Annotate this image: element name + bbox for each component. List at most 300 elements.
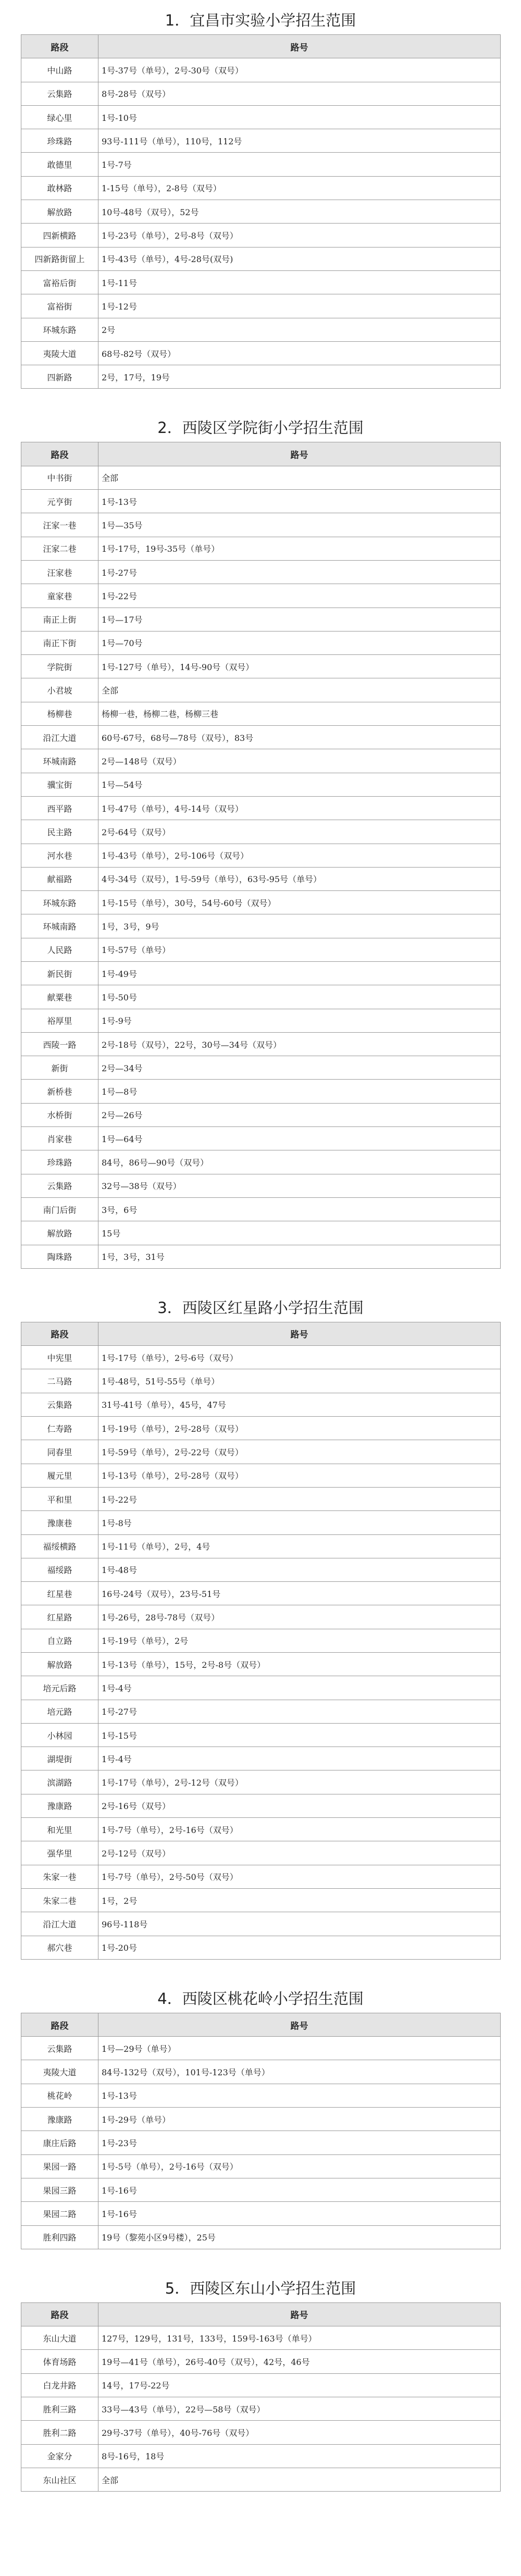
road-cell: 仁寿路 — [21, 1417, 98, 1440]
road-cell: 小林园 — [21, 1723, 98, 1747]
road-cell: 汪家二巷 — [21, 537, 98, 560]
number-cell: 33号—43号（单号），22号—58号（双号） — [98, 2397, 501, 2421]
table-row — [21, 608, 501, 631]
number-cell: 1号-9号 — [98, 1009, 501, 1032]
table-row — [21, 1936, 501, 1959]
number-cell: 2号-18号（双号），22号，30号—34号（双号） — [98, 1032, 501, 1056]
section-3 — [21, 1294, 500, 1960]
road-cell: 果园三路 — [21, 2178, 98, 2201]
number-cell: 1号-17号，19号-35号（单号） — [98, 537, 501, 560]
table-row — [21, 1417, 501, 1440]
table-row — [21, 1582, 501, 1605]
road-cell: 解放路 — [21, 1653, 98, 1676]
section-spacer — [0, 1269, 521, 1294]
road-cell: 新街 — [21, 1056, 98, 1080]
road-cell: 解放路 — [21, 1221, 98, 1245]
table-row — [21, 985, 501, 1009]
table-row — [21, 490, 501, 513]
road-cell: 朱家二巷 — [21, 1888, 98, 1912]
table-row — [21, 200, 501, 224]
road-cell: 献粟巷 — [21, 985, 98, 1009]
road-cell: 新民街 — [21, 961, 98, 985]
table-row — [21, 2444, 501, 2468]
table-row — [21, 2154, 501, 2178]
road-cell: 富裕后街 — [21, 270, 98, 294]
road-cell: 二马路 — [21, 1369, 98, 1393]
number-cell: 127号，129号，131号，133号，159号-163号（单号） — [98, 2326, 501, 2350]
number-cell: 60号-67号，68号—78号（双号），83号 — [98, 726, 501, 749]
section-title: 5．西陵区东山小学招生范围 — [165, 2279, 356, 2297]
number-cell: 1号-49号 — [98, 961, 501, 985]
road-cell: 敢德里 — [21, 153, 98, 176]
number-cell: 1-15号（单号），2-8号（双号） — [98, 176, 501, 200]
table-row — [21, 726, 501, 749]
table-row — [21, 2373, 501, 2397]
number-cell: 84号-132号（双号），101号-123号（单号） — [98, 2060, 501, 2084]
road-header: 路段 — [21, 442, 98, 466]
number-cell: 1号-11号（单号），2号，4号 — [98, 1534, 501, 1558]
road-cell: 平和里 — [21, 1487, 98, 1510]
road-cell: 元亨街 — [21, 490, 98, 513]
table-row — [21, 365, 501, 389]
table-row — [21, 2202, 501, 2225]
number-cell: 1号-20号 — [98, 1936, 501, 1959]
table-row — [21, 2108, 501, 2131]
number-cell: 1号-16号 — [98, 2178, 501, 2201]
road-cell: 杨柳巷 — [21, 702, 98, 725]
road-cell: 体育场路 — [21, 2350, 98, 2373]
road-header: 路段 — [21, 1322, 98, 1345]
table-row — [21, 914, 501, 938]
table-row — [21, 796, 501, 820]
road-cell: 履元里 — [21, 1464, 98, 1487]
road-cell: 郝穴巷 — [21, 1936, 98, 1959]
number-cell: 10号-48号（双号），52号 — [98, 200, 501, 224]
road-cell: 民主路 — [21, 820, 98, 844]
number-cell: 14号，17号-22号 — [98, 2373, 501, 2397]
number-cell: 2号，17号，19号 — [98, 365, 501, 389]
number-cell: 1号-16号 — [98, 2202, 501, 2225]
section-spacer — [0, 389, 521, 414]
table-row — [21, 341, 501, 365]
road-cell: 南门后街 — [21, 1197, 98, 1221]
table-row — [21, 1794, 501, 1817]
table-row — [21, 1558, 501, 1581]
road-cell: 豫康路 — [21, 2108, 98, 2131]
table-row — [21, 773, 501, 796]
number-cell: 1号-48号 — [98, 1558, 501, 1581]
table-row — [21, 129, 501, 153]
number-cell: 96号-118号 — [98, 1912, 501, 1936]
road-cell: 胜利四路 — [21, 2225, 98, 2249]
road-header: 路段 — [21, 2302, 98, 2326]
table-row — [21, 1912, 501, 1936]
number-cell: 1号—8号 — [98, 1080, 501, 1103]
number-header: 路号 — [98, 1322, 501, 1345]
number-cell: 1号—17号 — [98, 608, 501, 631]
number-cell: 32号—38号（双号） — [98, 1174, 501, 1197]
number-cell: 1号—54号 — [98, 773, 501, 796]
range-table — [21, 2013, 501, 2249]
road-cell: 红星路 — [21, 1605, 98, 1629]
road-header: 路段 — [21, 35, 98, 58]
table-row — [21, 82, 501, 105]
table-row — [21, 1534, 501, 1558]
table-row — [21, 1103, 501, 1126]
table-row — [21, 1605, 501, 1629]
road-cell: 河水巷 — [21, 844, 98, 867]
road-cell: 童家巷 — [21, 584, 98, 608]
number-cell: 2号-12号（双号） — [98, 1841, 501, 1865]
table-row — [21, 1197, 501, 1221]
road-cell: 中宪里 — [21, 1346, 98, 1369]
number-cell: 1号-43号（单号），2号-106号（双号） — [98, 844, 501, 867]
table-row — [21, 2131, 501, 2154]
number-cell: 1号-7号（单号），2号-50号（双号） — [98, 1865, 501, 1888]
table-row — [21, 58, 501, 82]
road-cell: 夷陵大道 — [21, 2060, 98, 2084]
table-row — [21, 584, 501, 608]
number-cell: 1号-37号（单号），2号-30号（双号） — [98, 58, 501, 82]
number-cell: 1号-4号 — [98, 1676, 501, 1700]
road-cell: 献福路 — [21, 867, 98, 890]
number-cell: 8号-28号（双号） — [98, 82, 501, 105]
road-cell: 南正上街 — [21, 608, 98, 631]
number-cell: 1号-50号 — [98, 985, 501, 1009]
table-row — [21, 270, 501, 294]
road-cell: 学院街 — [21, 655, 98, 678]
table-row — [21, 1629, 501, 1652]
number-cell: 1号—29号（单号） — [98, 2037, 501, 2060]
road-cell: 胜利三路 — [21, 2397, 98, 2421]
header-row — [21, 35, 501, 58]
number-cell: 1号-13号（单号），2号-28号（双号） — [98, 1464, 501, 1487]
number-cell: 全部 — [98, 466, 501, 489]
road-cell: 培元路 — [21, 1700, 98, 1723]
section-1 — [21, 6, 500, 389]
road-cell: 环城东路 — [21, 318, 98, 341]
table-row — [21, 2421, 501, 2444]
table-row — [21, 1511, 501, 1534]
road-cell: 沿江大道 — [21, 726, 98, 749]
number-cell: 1号-57号（单号） — [98, 938, 501, 961]
number-cell: 1号-13号 — [98, 2084, 501, 2107]
road-cell: 同春里 — [21, 1440, 98, 1464]
number-cell: 19号—41号（单号），26号-40号（双号），42号，46号 — [98, 2350, 501, 2373]
number-cell: 1号-7号 — [98, 153, 501, 176]
table-row — [21, 1369, 501, 1393]
table-row — [21, 1150, 501, 1174]
number-cell: 84号，86号—90号（双号） — [98, 1150, 501, 1174]
number-cell: 4号-34号（双号），1号-59号（单号），63号-95号（单号） — [98, 867, 501, 890]
table-row — [21, 224, 501, 247]
road-cell: 白龙井路 — [21, 2373, 98, 2397]
road-cell: 绿心里 — [21, 105, 98, 129]
road-cell: 南正下街 — [21, 631, 98, 654]
number-cell: 1号-7号（单号），2号-16号（双号） — [98, 1818, 501, 1841]
number-cell: 93号-111号（单号），110号，112号 — [98, 129, 501, 153]
number-cell: 1号-27号 — [98, 1700, 501, 1723]
road-cell: 陶珠路 — [21, 1245, 98, 1268]
table-row — [21, 891, 501, 914]
road-cell: 朱家一巷 — [21, 1865, 98, 1888]
number-cell: 1号-10号 — [98, 105, 501, 129]
road-cell: 西陵一路 — [21, 1032, 98, 1056]
road-cell: 水桥街 — [21, 1103, 98, 1126]
road-cell: 人民路 — [21, 938, 98, 961]
section-title: 3．西陵区红星路小学招生范围 — [157, 1298, 364, 1317]
road-cell: 滨湖路 — [21, 1770, 98, 1794]
number-cell: 1号-27号 — [98, 560, 501, 584]
number-cell: 1号-48号，51号-55号（单号） — [98, 1369, 501, 1393]
number-cell: 1号—35号 — [98, 513, 501, 537]
section-2 — [21, 414, 500, 1268]
road-cell: 环城南路 — [21, 749, 98, 773]
road-cell: 中书街 — [21, 466, 98, 489]
road-cell: 豫康路 — [21, 1794, 98, 1817]
number-cell: 2号-64号（双号） — [98, 820, 501, 844]
table-row — [21, 1700, 501, 1723]
number-cell: 1号-12号 — [98, 294, 501, 318]
road-cell: 和光里 — [21, 1818, 98, 1841]
number-cell: 1号-5号（单号），2号-16号（双号） — [98, 2154, 501, 2178]
number-cell: 1号-29号（单号） — [98, 2108, 501, 2131]
number-cell: 16号-24号（双号），23号-51号 — [98, 1582, 501, 1605]
table-row — [21, 1032, 501, 1056]
table-row — [21, 1346, 501, 1369]
road-cell: 夷陵大道 — [21, 341, 98, 365]
road-cell: 汪家巷 — [21, 560, 98, 584]
table-row — [21, 2397, 501, 2421]
road-cell: 胜利二路 — [21, 2421, 98, 2444]
table-row — [21, 867, 501, 890]
table-row — [21, 247, 501, 270]
number-cell: 1号-22号 — [98, 1487, 501, 1510]
road-cell: 珍珠路 — [21, 1150, 98, 1174]
range-table — [21, 2302, 501, 2492]
header-row — [21, 2302, 501, 2326]
table-row — [21, 961, 501, 985]
number-cell: 1号-15号（单号），30号，54号-60号（双号） — [98, 891, 501, 914]
number-cell: 1号-11号 — [98, 270, 501, 294]
section-5 — [21, 2274, 500, 2492]
number-cell: 1号，3号，9号 — [98, 914, 501, 938]
table-row — [21, 1127, 501, 1150]
road-cell: 豫康巷 — [21, 1511, 98, 1534]
table-row — [21, 655, 501, 678]
road-cell: 沿江大道 — [21, 1912, 98, 1936]
range-table — [21, 1322, 501, 1960]
road-cell: 富裕街 — [21, 294, 98, 318]
section-title: 2．西陵区学院街小学招生范围 — [157, 419, 364, 437]
table-row — [21, 1865, 501, 1888]
section-spacer — [0, 2249, 521, 2274]
table-row — [21, 1676, 501, 1700]
table-row — [21, 631, 501, 654]
number-cell: 2号 — [98, 318, 501, 341]
number-cell: 1号-17号（单号），2号-12号（双号） — [98, 1770, 501, 1794]
road-cell: 解放路 — [21, 200, 98, 224]
number-header: 路号 — [98, 35, 501, 58]
road-cell: 果园二路 — [21, 2202, 98, 2225]
number-cell: 1号-4号 — [98, 1747, 501, 1770]
table-row — [21, 1723, 501, 1747]
table-row — [21, 2326, 501, 2350]
number-cell: 1号，3号，31号 — [98, 1245, 501, 1268]
road-cell: 云集路 — [21, 1174, 98, 1197]
road-cell: 敢林路 — [21, 176, 98, 200]
number-cell: 1号-22号 — [98, 584, 501, 608]
number-cell: 1号-23号（单号），2号-8号（双号） — [98, 224, 501, 247]
number-cell: 1号-59号（单号），2号-22号（双号） — [98, 1440, 501, 1464]
number-cell: 68号-82号（双号） — [98, 341, 501, 365]
number-cell: 8号-16号，18号 — [98, 2444, 501, 2468]
table-row — [21, 1009, 501, 1032]
table-row — [21, 702, 501, 725]
road-cell: 桃花岭 — [21, 2084, 98, 2107]
table-row — [21, 513, 501, 537]
road-cell: 四新横路 — [21, 224, 98, 247]
number-cell: 15号 — [98, 1221, 501, 1245]
number-cell: 2号—34号 — [98, 1056, 501, 1080]
road-cell: 云集路 — [21, 2037, 98, 2060]
table-row — [21, 844, 501, 867]
table-row — [21, 1464, 501, 1487]
road-cell: 四新路街留上 — [21, 247, 98, 270]
section-spacer — [0, 1960, 521, 1985]
header-row — [21, 2013, 501, 2036]
number-cell: 3号，6号 — [98, 1197, 501, 1221]
table-row — [21, 176, 501, 200]
road-cell: 福绥路 — [21, 1558, 98, 1581]
table-row — [21, 537, 501, 560]
number-cell: 1号-19号（单号），2号 — [98, 1629, 501, 1652]
road-cell: 果园一路 — [21, 2154, 98, 2178]
table-row — [21, 1440, 501, 1464]
number-cell: 1号—64号 — [98, 1127, 501, 1150]
number-header: 路号 — [98, 2013, 501, 2036]
road-cell: 东山大道 — [21, 2326, 98, 2350]
number-cell: 杨柳一巷，杨柳二巷，杨柳三巷 — [98, 702, 501, 725]
table-row — [21, 2037, 501, 2060]
road-cell: 新桥巷 — [21, 1080, 98, 1103]
road-cell: 肖家巷 — [21, 1127, 98, 1150]
table-row — [21, 294, 501, 318]
number-cell: 1号-13号 — [98, 490, 501, 513]
number-cell: 19号（黎苑小区9号楼），25号 — [98, 2225, 501, 2249]
table-row — [21, 1174, 501, 1197]
table-row — [21, 1818, 501, 1841]
table-row — [21, 749, 501, 773]
number-cell: 全部 — [98, 678, 501, 702]
table-row — [21, 1841, 501, 1865]
number-cell: 1号-15号 — [98, 1723, 501, 1747]
number-cell: 1号-127号（单号），14号-90号（双号） — [98, 655, 501, 678]
number-cell: 2号—26号 — [98, 1103, 501, 1126]
number-header: 路号 — [98, 2302, 501, 2326]
road-cell: 云集路 — [21, 82, 98, 105]
table-row — [21, 2060, 501, 2084]
table-row — [21, 560, 501, 584]
road-cell: 骥宝街 — [21, 773, 98, 796]
table-row — [21, 466, 501, 489]
number-cell: 1号-19号（单号），2号-28号（双号） — [98, 1417, 501, 1440]
road-cell: 珍珠路 — [21, 129, 98, 153]
table-row — [21, 2350, 501, 2373]
table-row — [21, 2468, 501, 2491]
range-table — [21, 442, 501, 1268]
number-cell: 1号-23号 — [98, 2131, 501, 2154]
road-cell: 中山路 — [21, 58, 98, 82]
road-cell: 福绥横路 — [21, 1534, 98, 1558]
table-row — [21, 938, 501, 961]
road-cell: 西平路 — [21, 796, 98, 820]
table-row — [21, 1393, 501, 1416]
road-cell: 四新路 — [21, 365, 98, 389]
road-cell: 汪家一巷 — [21, 513, 98, 537]
table-row — [21, 2225, 501, 2249]
number-header: 路号 — [98, 442, 501, 466]
number-cell: 31号-41号（单号），45号，47号 — [98, 1393, 501, 1416]
number-cell: 2号-16号（双号） — [98, 1794, 501, 1817]
table-row — [21, 1487, 501, 1510]
table-row — [21, 820, 501, 844]
section-title: 1．宜昌市实验小学招生范围 — [165, 11, 356, 29]
road-cell: 康庄后路 — [21, 2131, 98, 2154]
road-cell: 强华里 — [21, 1841, 98, 1865]
number-cell: 29号-37号（单号），40号-76号（双号） — [98, 2421, 501, 2444]
table-row — [21, 2084, 501, 2107]
road-cell: 环城东路 — [21, 891, 98, 914]
road-cell: 红星巷 — [21, 1582, 98, 1605]
road-cell: 小君坡 — [21, 678, 98, 702]
road-cell: 云集路 — [21, 1393, 98, 1416]
number-cell: 1号-43号（单号），4号-28号(双号) — [98, 247, 501, 270]
road-cell: 自立路 — [21, 1629, 98, 1652]
road-cell: 金家分 — [21, 2444, 98, 2468]
range-table — [21, 34, 501, 389]
number-cell: 1号-17号（单号），2号-6号（双号） — [98, 1346, 501, 1369]
road-cell: 环城南路 — [21, 914, 98, 938]
number-cell: 1号—70号 — [98, 631, 501, 654]
table-row — [21, 153, 501, 176]
road-cell: 裕厚里 — [21, 1009, 98, 1032]
road-cell: 东山社区 — [21, 2468, 98, 2491]
number-cell: 2号—148号（双号） — [98, 749, 501, 773]
table-row — [21, 678, 501, 702]
table-row — [21, 1653, 501, 1676]
table-row — [21, 1747, 501, 1770]
number-cell: 1号-47号（单号），4号-14号（双号） — [98, 796, 501, 820]
number-cell: 1号-26号，28号-78号（双号） — [98, 1605, 501, 1629]
number-cell: 1号，2号 — [98, 1888, 501, 1912]
number-cell: 全部 — [98, 2468, 501, 2491]
table-row — [21, 1056, 501, 1080]
road-cell: 湖堤街 — [21, 1747, 98, 1770]
table-row — [21, 1221, 501, 1245]
road-header: 路段 — [21, 2013, 98, 2036]
table-row — [21, 1888, 501, 1912]
section-4 — [21, 1985, 500, 2249]
section-title: 4．西陵区桃花岭小学招生范围 — [157, 1989, 364, 2008]
road-cell: 培元后路 — [21, 1676, 98, 1700]
number-cell: 1号-8号 — [98, 1511, 501, 1534]
number-cell: 1号-13号（单号），15号，2号-8号（双号） — [98, 1653, 501, 1676]
table-row — [21, 2178, 501, 2201]
table-row — [21, 1080, 501, 1103]
header-row — [21, 1322, 501, 1345]
table-row — [21, 318, 501, 341]
